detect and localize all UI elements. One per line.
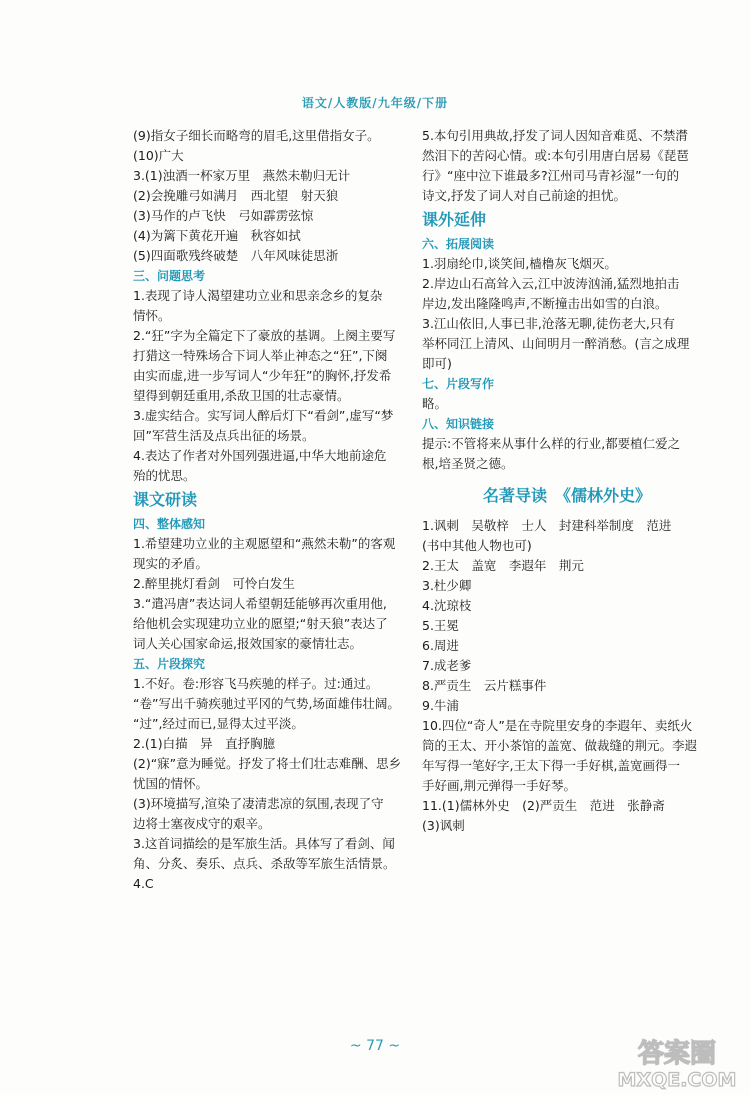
answer-line: 年写得一笔好字,王太下得一手好棋,盖宽画得一 xyxy=(422,758,680,773)
answer-line: (5)四面歌残终破楚 八年风味徒思浙 xyxy=(133,248,339,263)
left-column xyxy=(133,126,408,894)
answer-line: 诗文,抒发了词人对自己前途的担忧。 xyxy=(422,188,626,203)
answer-line: “卷”写出千骑疾驰过平冈的气势,场面雄伟壮阔。 xyxy=(133,696,400,711)
watermark-bottom: MXQE.COM xyxy=(617,1069,737,1091)
answer-line: 4.表达了作者对外国列强进逼,中华大地前途危 xyxy=(133,448,387,463)
answer-line: 1.表现了诗人渴望建功立业和思亲念乡的复杂 xyxy=(133,288,383,303)
answer-line: (3)环境描写,渲染了凄清悲凉的氛围,表现了守 xyxy=(133,796,384,811)
answer-line: 6.周进 xyxy=(422,638,459,653)
answer-line: (9)指女子细长而略弯的眉毛,这里借指女子。 xyxy=(133,128,380,143)
section-heading: 课文研读 xyxy=(133,490,198,509)
right-column xyxy=(422,126,712,836)
answer-line: 手好画,荆元弹得一手好琴。 xyxy=(422,778,576,793)
answer-line: 即可) xyxy=(422,356,452,371)
answer-line: 2.(1)白描 异 直抒胸臆 xyxy=(133,736,276,751)
section-subheading: 五、片段探究 xyxy=(133,657,206,671)
section-subheading: 四、整体感知 xyxy=(133,517,206,531)
section-subheading: 八、知识链接 xyxy=(422,417,495,431)
answer-line: 11.(1)儒林外史 (2)严贡生 范进 张静斋 xyxy=(422,798,665,813)
answer-line: 打猎这一特殊场合下词人举止神态之“狂”,下阕 xyxy=(133,348,388,363)
answer-line: 4.沈琼枝 xyxy=(422,598,472,613)
answer-line: 1.希望建功立业的主观愿望和“燕然未勒”的客观 xyxy=(133,536,396,551)
answer-line: 4.C xyxy=(133,876,154,891)
answer-line: 1.不好。卷:形容飞马疾驰的样子。过:通过。 xyxy=(133,676,379,691)
section-subheading: 七、片段写作 xyxy=(422,377,495,391)
answer-line: (4)为篱下黄花开遍 秋容如拭 xyxy=(133,228,301,243)
answer-line: 行》“座中泣下谁最多?江州司马青衫湿”一句的 xyxy=(422,168,680,183)
answer-line: 2.王太 盖宽 李遐年 荆元 xyxy=(422,558,584,573)
watermark-top: 答案圈 xyxy=(637,1039,717,1069)
answer-line: (2)“寐”意为睡觉。抒发了将士们壮志难酬、思乡 xyxy=(133,756,402,771)
answer-line: 10.四位“奇人”是在寺院里安身的李遐年、卖纸火 xyxy=(422,718,693,733)
answer-line: 角、分炙、奏乐、点兵、杀敌等军旅生活情景。 xyxy=(133,856,396,871)
answer-line: 提示:不管将来从事什么样的行业,都要植仁爱之 xyxy=(422,436,681,451)
answer-line: (3)讽刺 xyxy=(422,818,465,833)
answer-line: 9.牛浦 xyxy=(422,698,459,713)
answer-line: 词人关心国家命运,报效国家的豪情壮志。 xyxy=(133,636,362,651)
page-number: ~ 77 ~ xyxy=(349,1038,401,1054)
answer-line: 5.王冕 xyxy=(422,618,459,633)
answer-line: 根,培圣贤之德。 xyxy=(422,456,514,471)
answer-line: 情怀。 xyxy=(133,308,171,323)
answer-line: 略。 xyxy=(422,396,448,411)
answer-line: 7.成老爹 xyxy=(422,658,472,673)
section-subheading: 三、问题思考 xyxy=(133,269,206,283)
answer-line: 3.这首词描绘的是军旅生活。具体写了看剑、闻 xyxy=(133,836,395,851)
page-header: 语文/人教版/九年级/下册 xyxy=(301,96,449,110)
answer-line: 2.岸边山石高耸入云,江中波涛汹涌,猛烈地拍击 xyxy=(422,276,680,291)
answer-line: 2.醉里挑灯看剑 可怜白发生 xyxy=(133,576,295,591)
section-heading: 课外延伸 xyxy=(422,210,487,229)
answer-line: 由实而虚,进一步写词人“少年狂”的胸怀,抒发希 xyxy=(133,368,392,383)
answer-line: 2.“狂”字为全篇定下了豪放的基调。上阕主要写 xyxy=(133,328,396,343)
reading-guide-title: 名著导读 《儒林外史》 xyxy=(482,486,651,505)
answer-line: 3.虚实结合。实写词人醉后灯下“看剑”,虚写“梦 xyxy=(133,408,394,423)
answer-line: (3)马作的卢飞快 弓如霹雳弦惊 xyxy=(133,208,314,223)
answer-line: 8.严贡生 云片糕事件 xyxy=(422,678,547,693)
answer-line: 望得到朝廷重用,杀敌卫国的壮志豪情。 xyxy=(133,388,350,403)
answer-line: “过”,经过而已,显得太过平淡。 xyxy=(133,716,304,731)
answer-line: 3.杜少卿 xyxy=(422,578,472,593)
answer-line: 岸边,发出隆隆鸣声,不断撞击出如雪的白浪。 xyxy=(422,296,668,311)
answer-line: 然泪下的苦闷心情。或:本句引用唐白居易《琵琶 xyxy=(422,148,689,163)
answer-line: (书中其他人物也可) xyxy=(422,538,532,553)
answer-line: 1.羽扇纶巾,谈笑间,樯橹灰飞烟灭。 xyxy=(422,256,617,271)
answer-line: 忧国的情怀。 xyxy=(133,776,209,791)
answer-line: 给他机会实现建功立业的愿望;“射天狼”表达了 xyxy=(133,616,388,631)
answer-line: (2)会挽雕弓如满月 西北望 射天狼 xyxy=(133,188,339,203)
answer-line: 筒的王太、开小茶馆的盖宽、做裁缝的荆元。李遐 xyxy=(422,738,698,753)
answer-line: 3.“遣冯唐”表达词人希望朝廷能够再次重用他, xyxy=(133,596,387,611)
answer-line: 3.江山依旧,人事已非,沧落无聊,徒伤老大,只有 xyxy=(422,316,675,331)
answer-line: (10)广大 xyxy=(133,148,184,163)
answer-line: 殆的忧思。 xyxy=(133,468,196,483)
answer-line: 回”军营生活及点兵出征的场景。 xyxy=(133,428,315,443)
answer-line: 举杯同江上清风、山间明月一醉消愁。(言之成理 xyxy=(422,336,690,351)
answer-line: 5.本句引用典故,抒发了词人因知音难觅、不禁潸 xyxy=(422,128,688,143)
section-subheading: 六、拓展阅读 xyxy=(422,237,495,251)
answer-line: 现实的矛盾。 xyxy=(133,556,209,571)
answer-line: 3.(1)浊酒一杯家万里 燕然未勒归无计 xyxy=(133,168,351,183)
answer-line: 1.讽刺 吴敬梓 士人 封建科举制度 范进 xyxy=(422,518,672,533)
watermark-logo xyxy=(612,1030,742,1092)
answer-line: 边将士塞夜戍守的艰辛。 xyxy=(133,816,271,831)
